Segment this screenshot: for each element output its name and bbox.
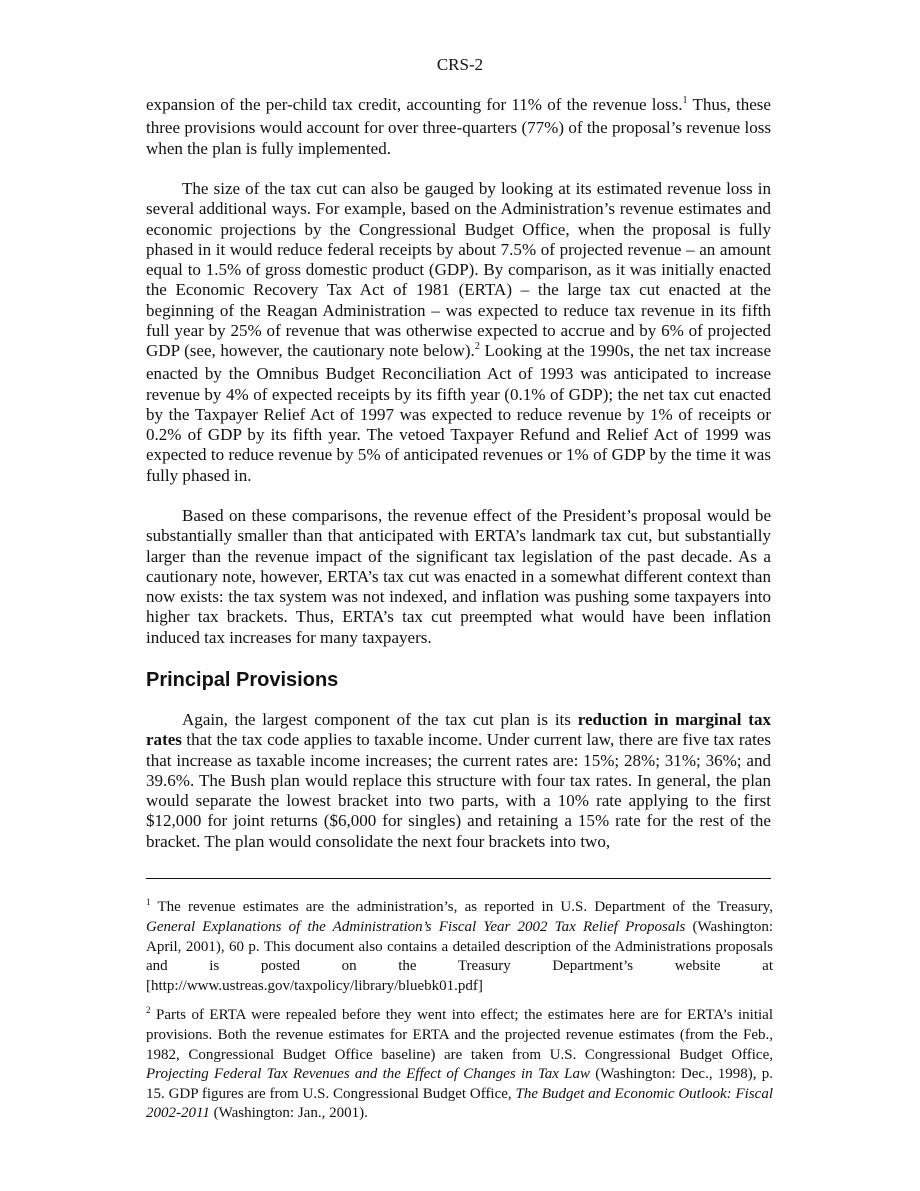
paragraph-text: The size of the tax cut can also be gauged by looking at its estimated revenue loss in several additional ways. For example, based on the Administration’s revenue estimates and economic projections by the Congressional Budget Office, when the proposal is fully phased in it would reduce federal receipts by about 7.5% of projected revenue – an amount equal to 1.5% of gross domestic product (GDP). By comparison, as it was initially enacted the Economic Recovery Tax Act of 1981 (ERTA) – the large tax cut enacted at the beginning of the Reagan Administration – was expected to reduce tax revenue in its fifth full year by 25% of revenue that was otherwise expected to accrue and by 6% of projected GDP (see, however, the cautionary note below). (146, 179, 771, 360)
footnote-title-italic: General Explanations of the Administration’s Fiscal Year 2002 Tax Relief Proposals (146, 919, 686, 936)
footnote-2 (146, 1006, 773, 1123)
footnote-text-end: (Washington: Jan., 2001). (209, 1105, 368, 1122)
paragraph-cautionary-note: Based on these comparisons, the revenue effect of the President’s proposal would be substantially smaller than that anticipated with ERTA’s landmark tax cut, but substantially larger than the revenue impact of the significant tax legislation of the past decade. As a cautionary note, however, ERTA’s tax cut was enacted in a somewhat different context than now exists: the tax system was not indexed, and inflation was pushing some taxpayers into higher tax brackets. Thus, ERTA’s tax cut preempted what would have been inflation induced tax increases for many taxpayers. (146, 506, 771, 647)
footnote-text-continued: (Washington: April, 2001), 60 p. This document also contains a detailed description of the Administrations proposals and is posted on the Treasury Department’s website at [http://www.ustreas.gov/taxpolicy/library/bluebk01.pdf] (146, 919, 773, 994)
footnote-1 (146, 898, 773, 996)
footnote-text: The revenue estimates are the administration’s, as reported in U.S. Department of the Treasury, (150, 899, 773, 915)
paragraph-text-continued: Thus, these three provisions would account for over three-quarters (77%) of the proposal’s revenue loss when the plan is fully implemented. (146, 95, 771, 158)
footnote-text: Parts of ERTA were repealed before they went into effect; the estimates here are for ERTA’s initial provisions. Both the revenue estimates for ERTA and the projected revenue estimates (from the Feb., 1982, Congressional Budget Office baseline) are taken from U.S. Congressional Budget Office, (146, 1007, 773, 1063)
footnote-number: 2 (146, 1005, 151, 1016)
paragraph-text-continued: that the tax code applies to taxable income. Under current law, there are five tax rates that increase as taxable income increases; the current rates are: 15%; 28%; 31%; 36%; and 39.6%. The Bush plan would replace this structure with four tax rates. In general, the plan would separate the lowest bracket into two parts, with a 10% rate applying to the first $12,000 for joint returns ($6,000 for singles) and retaining a 15% rate for the rest of the bracket. The plan would consolidate the next four brackets into two, (146, 730, 771, 851)
bold-phrase: reduction in marginal tax rates (146, 710, 771, 750)
footnote-title-italic: The Budget and Economic Outlook: Fiscal 2002-2011 (146, 1085, 774, 1122)
paragraph-per-child-credit (146, 95, 771, 159)
paragraph-text: Again, the largest component of the tax cut plan is its (182, 710, 578, 729)
footnote-title-italic: Projecting Federal Tax Revenues and the Effect of Changes in Tax Law (146, 1066, 591, 1083)
footnote-divider (146, 878, 771, 879)
paragraph-text: expansion of the per-child tax credit, accounting for 11% of the revenue loss. (146, 95, 683, 114)
footnotes-section (146, 898, 773, 1133)
footnote-ref-1[interactable]: 1 (682, 95, 688, 106)
footnote-number: 1 (146, 897, 151, 907)
paragraph-text-continued: Looking at the 1990s, the net tax increase enacted by the Omnibus Budget Reconciliation Act of 1993 was anticipated to increase revenue by 4% of expected receipts by its fifth year (0.1% of GDP); the net tax cut enacted by the Taxpayer Relief Act of 1997 was expected to reduce revenue by 1% of receipts or 0.2% of GDP by its fifth year. The vetoed Taxpayer Refund and Relief Act of 1999 was expected to reduce revenue by 5% of anticipated revenues or 1% of GDP by the time it was fully phased in. (146, 341, 771, 485)
footnote-ref-2[interactable]: 2 (474, 341, 480, 352)
footnote-text-continued: (Washington: Dec., 1998), p. 15. GDP figures are from U.S. Congressional Budget Office, (146, 1066, 774, 1102)
paragraph-revenue-comparison (146, 179, 771, 486)
document-body (146, 95, 771, 852)
paragraph-marginal-rates (146, 710, 771, 852)
page-number-header: CRS-2 (436, 55, 484, 74)
section-heading-principal-provisions: Principal Provisions (146, 669, 339, 691)
